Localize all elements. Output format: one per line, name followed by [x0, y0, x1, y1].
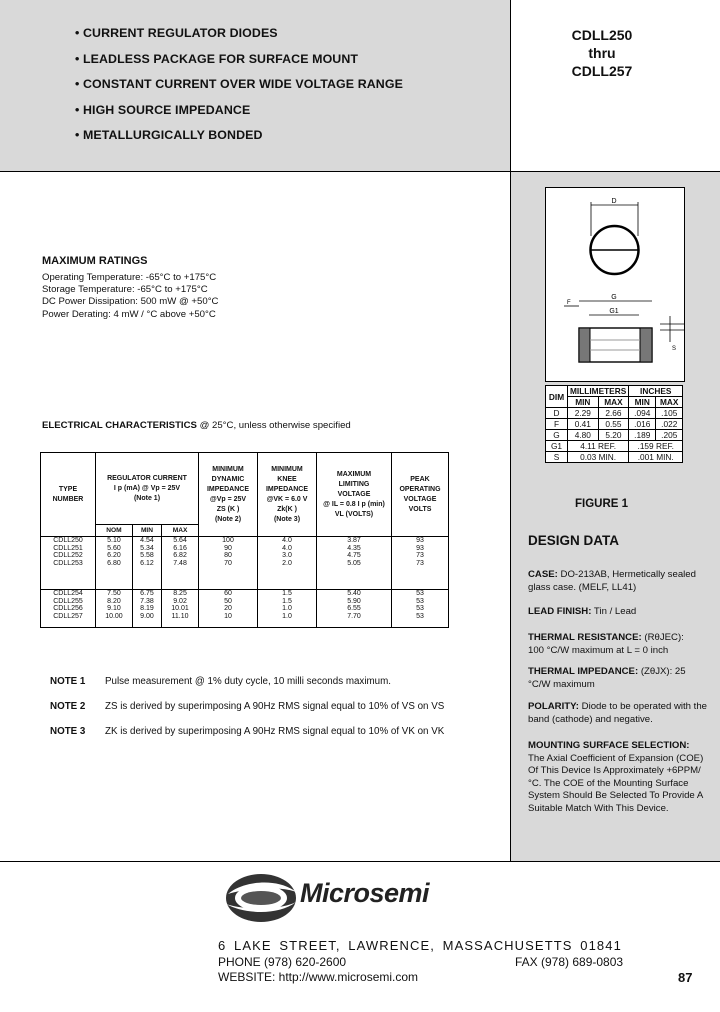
rating-line: DC Power Dissipation: 500 mW @ +50°C — [42, 296, 219, 308]
dim-row — [546, 441, 683, 452]
header-line: VOLTS — [408, 505, 432, 513]
zs-cell — [199, 590, 258, 628]
feature-item: • HIGH SOURCE IMPEDANCE — [75, 102, 251, 117]
type-cell — [41, 590, 96, 628]
column-divider — [510, 0, 511, 862]
spec-label: MOUNTING SURFACE SELECTION: — [528, 740, 690, 751]
note-text: Pulse measurement @ 1% duty cycle, 10 milli seconds maximum. — [105, 676, 391, 687]
nom-value: 8.20 — [107, 597, 121, 605]
part-number-title — [571, 26, 633, 80]
part-first: CDLL250 — [571, 27, 633, 43]
in-span-cell: .159 REF. — [629, 441, 683, 452]
type-value: CDLL251 — [53, 544, 83, 552]
rating-line: Storage Temperature: -65°C to +175°C — [42, 284, 208, 296]
min-value: 8.19 — [140, 605, 154, 613]
feature-item: • LEADLESS PACKAGE FOR SURFACE MOUNT — [75, 51, 359, 66]
header-line: KNEE — [277, 475, 297, 483]
vl-value: 4.35 — [347, 544, 361, 552]
type-value: CDLL252 — [53, 552, 83, 560]
feature-list — [75, 26, 403, 154]
header-line: (Note 1) — [133, 494, 161, 502]
type-cell — [41, 537, 96, 590]
spec-label: LEAD FINISH: — [528, 606, 592, 617]
col-min-header: MIN — [132, 525, 161, 537]
thermal-resistance-spec — [528, 632, 710, 657]
min-value: 6.12 — [140, 559, 154, 567]
max-ratings-title: MAXIMUM RATINGS — [42, 255, 148, 267]
peak-value: 53 — [416, 590, 424, 597]
header-line: @Vp = 25V — [209, 495, 247, 503]
nom-value: 9.10 — [107, 605, 121, 613]
dim-cell: S — [546, 452, 568, 463]
header-line: Zk(K ) — [277, 505, 297, 513]
nom-cell — [96, 537, 133, 590]
electrical-heading — [42, 420, 351, 431]
lead-finish-spec — [528, 606, 710, 619]
zs-value: 60 — [224, 590, 232, 597]
dim-row — [546, 419, 683, 430]
col-nom-header: NOM — [96, 525, 133, 537]
peak-value: 93 — [416, 544, 424, 552]
electrical-condition: @ 25°C, unless otherwise specified — [196, 420, 351, 431]
col-reg-header — [96, 453, 199, 525]
max-value: 9.02 — [173, 597, 187, 605]
vl-value: 3.87 — [347, 537, 361, 544]
mm-min-cell: 2.29 — [568, 408, 599, 419]
zs-value: 70 — [224, 559, 232, 567]
feature-item: • METALLURGICALLY BONDED — [75, 128, 263, 142]
peak-cell — [392, 537, 449, 590]
header-line: IMPEDANCE — [265, 485, 308, 493]
spec-symbol: (RθJEC): — [641, 632, 684, 643]
mm-max-header: MAX — [598, 397, 629, 408]
spec-label: THERMAL RESISTANCE: — [528, 632, 642, 643]
vl-cell — [317, 590, 392, 628]
spec-label: POLARITY: — [528, 701, 579, 712]
min-value: 5.58 — [140, 552, 154, 560]
rating-line: Operating Temperature: -65°C to +175°C — [42, 272, 217, 283]
mm-span-cell: 0.03 MIN. — [568, 452, 629, 463]
in-min-cell: .094 — [629, 408, 656, 419]
type-value: CDLL254 — [53, 590, 83, 597]
mm-max-cell: 0.55 — [598, 419, 629, 430]
dim-d-label: D — [611, 198, 617, 205]
max-value: 6.82 — [173, 552, 187, 560]
dim-cell: F — [546, 419, 568, 430]
max-ratings-list — [42, 272, 218, 321]
max-value: 7.48 — [173, 559, 187, 567]
zk-cell — [258, 537, 317, 590]
header-line: VL (VOLTS) — [334, 510, 374, 518]
min-cell — [132, 537, 161, 590]
in-max-header: MAX — [656, 397, 683, 408]
vl-value: 4.75 — [347, 552, 361, 560]
vl-cell — [317, 537, 392, 590]
mounting-spec — [528, 740, 710, 815]
footer-divider — [0, 861, 720, 862]
in-max-cell: .205 — [656, 430, 683, 441]
dim-cell: G1 — [546, 441, 568, 452]
header-line: I p (mA) @ Vp = 25V — [113, 484, 181, 492]
zs-value: 80 — [224, 552, 232, 560]
package-outline-figure — [545, 187, 685, 382]
min-value: 5.34 — [140, 544, 154, 552]
max-cell — [162, 590, 199, 628]
design-data-title: DESIGN DATA — [528, 533, 619, 548]
spec-text: Diode to be operated with the band (cathode) and negative. — [528, 701, 708, 725]
thermal-impedance-spec — [528, 666, 710, 691]
zk-value: 2.0 — [282, 559, 292, 567]
header-line: IMPEDANCE — [206, 485, 249, 493]
inch-header: INCHES — [629, 386, 683, 397]
feature-item: • CURRENT REGULATOR DIODES — [75, 26, 278, 40]
zk-value: 1.5 — [282, 590, 292, 597]
header-line: (Note 2) — [214, 515, 242, 523]
electrical-title: ELECTRICAL CHARACTERISTICS — [42, 420, 197, 431]
header-line: ZS (K ) — [216, 505, 240, 513]
rating-line: Power Derating: 4 mW / °C above +50°C — [42, 308, 216, 320]
col-max-header: MAX — [162, 525, 199, 537]
nom-cell — [96, 590, 133, 628]
type-value: CDLL255 — [53, 597, 83, 605]
vl-value: 7.70 — [347, 612, 361, 620]
header-line: @ IL = 0.8 I p (min) — [323, 500, 385, 508]
dim-row — [546, 452, 683, 463]
website-link[interactable]: WEBSITE: http://www.microsemi.com — [218, 970, 419, 984]
in-min-cell: .016 — [629, 419, 656, 430]
part-thru: thru — [588, 45, 616, 61]
microsemi-logo-text: Microsemi — [300, 878, 430, 908]
package-drawing — [546, 188, 684, 381]
vl-value: 5.05 — [347, 559, 361, 567]
header-line: @VK = 6.0 V — [266, 495, 308, 503]
zs-value: 10 — [224, 612, 232, 620]
spec-text: DO-213AB, Hermetically sealed glass case. (MELF, LL41) — [528, 569, 696, 593]
header-line: (Note 3) — [273, 515, 301, 523]
zk-value: 1.0 — [282, 612, 292, 620]
zk-value: 3.0 — [282, 552, 292, 560]
header-line: MAXIMUM — [336, 470, 372, 478]
dim-row — [546, 408, 683, 419]
type-value: CDLL253 — [53, 559, 83, 567]
header-line: TYPE — [58, 485, 78, 493]
note-label: NOTE 1 — [50, 676, 86, 687]
dim-row — [546, 430, 683, 441]
zk-value: 4.0 — [282, 544, 292, 552]
min-value: 4.54 — [140, 537, 154, 544]
spec-label: THERMAL IMPEDANCE: — [528, 666, 639, 677]
zk-value: 1.5 — [282, 597, 292, 605]
header-line: MINIMUM — [271, 465, 303, 473]
header-line: OPERATING — [399, 485, 441, 493]
max-cell — [162, 537, 199, 590]
mm-min-cell: 4.80 — [568, 430, 599, 441]
spec-text: 100 °C/W maximum at L = 0 inch — [528, 644, 669, 656]
mm-max-cell: 2.66 — [598, 408, 629, 419]
vl-value: 6.55 — [347, 605, 361, 613]
header-line: MINIMUM — [212, 465, 244, 473]
page-number: 87 — [678, 970, 693, 985]
header-line: VOLTAGE — [403, 495, 437, 503]
nom-value: 6.80 — [107, 559, 121, 567]
zk-value: 1.0 — [282, 605, 292, 613]
min-value: 7.38 — [140, 597, 154, 605]
peak-value: 53 — [416, 597, 424, 605]
spec-text: (ZθJX): 25 °C/W maximum — [528, 666, 686, 690]
col-knee-header — [258, 453, 317, 537]
dim-cell: G — [546, 430, 568, 441]
mm-header: MILLIMETERS — [568, 386, 629, 397]
phone: PHONE (978) 620-2600 — [218, 955, 347, 969]
part-last: CDLL257 — [571, 63, 633, 79]
header-line: DYNAMIC — [211, 475, 245, 483]
type-value: CDLL257 — [53, 612, 83, 620]
vl-value: 5.90 — [347, 597, 361, 605]
max-value: 11.10 — [171, 612, 189, 620]
dim-f-label: F — [567, 300, 571, 306]
spec-text: The Axial Coefficient of Expansion (COE) Of This Device Is Approximately +6PPM/°C. The COE of the Mounting Surface System Should Be Selected To Provide A Suitable Match With This Device. — [528, 752, 704, 814]
col-dyn-header — [199, 453, 258, 537]
header-line: PEAK — [410, 475, 430, 483]
spec-text: Tin / Lead — [591, 606, 637, 617]
in-max-cell: .105 — [656, 408, 683, 419]
type-value: CDLL256 — [53, 605, 83, 613]
vl-value: 5.40 — [347, 590, 361, 597]
zs-value: 50 — [224, 597, 232, 605]
header-line: NUMBER — [52, 495, 84, 503]
nom-value: 10.00 — [105, 612, 123, 620]
feature-item: • CONSTANT CURRENT OVER WIDE VOLTAGE RANGE — [75, 77, 403, 91]
peak-cell — [392, 590, 449, 628]
zk-cell — [258, 590, 317, 628]
nom-value: 5.10 — [107, 537, 121, 544]
mm-min-header: MIN — [568, 397, 599, 408]
dim-g-label: G — [611, 294, 617, 301]
peak-value: 73 — [416, 559, 424, 567]
header-line: LIMITING — [338, 480, 370, 488]
polarity-spec — [528, 701, 710, 726]
zs-value: 90 — [224, 544, 232, 552]
nom-value: 5.60 — [107, 544, 121, 552]
dim-s-label: S — [672, 346, 677, 352]
zs-cell — [199, 537, 258, 590]
case-spec — [528, 569, 710, 594]
type-value: CDLL250 — [53, 537, 83, 544]
header-line: REGULATOR CURRENT — [107, 474, 187, 482]
figure-caption: FIGURE 1 — [575, 498, 629, 510]
nom-value: 6.20 — [107, 552, 121, 560]
peak-value: 53 — [416, 612, 424, 620]
mm-max-cell: 5.20 — [598, 430, 629, 441]
electrical-table — [40, 452, 449, 628]
note-label: NOTE 2 — [50, 701, 86, 712]
in-min-cell: .189 — [629, 430, 656, 441]
in-max-cell: .022 — [656, 419, 683, 430]
peak-value: 53 — [416, 605, 424, 613]
note-text: ZK is derived by superimposing A 90Hz RMS signal equal to 10% of VK on VK — [105, 726, 445, 737]
fax: FAX (978) 689-0803 — [515, 955, 624, 969]
mm-min-cell: 0.41 — [568, 419, 599, 430]
peak-value: 73 — [416, 552, 424, 560]
header-divider — [0, 171, 720, 172]
peak-value: 93 — [416, 537, 424, 544]
dimension-table — [545, 385, 683, 463]
max-value: 8.25 — [173, 590, 187, 597]
zs-value: 20 — [224, 605, 232, 613]
max-value: 6.16 — [173, 544, 187, 552]
nom-value: 7.50 — [107, 590, 121, 597]
spec-label: CASE: — [528, 569, 558, 580]
max-value: 10.01 — [171, 605, 189, 613]
end-cap — [640, 328, 652, 362]
dim-g1-label: G1 — [609, 308, 619, 315]
mm-span-cell: 4.11 REF. — [568, 441, 629, 452]
address: 6 LAKE STREET, LAWRENCE, MASSACHUSETTS 01841 — [218, 938, 622, 953]
zs-value: 100 — [222, 537, 234, 544]
header-line: VOLTAGE — [337, 490, 371, 498]
min-cell — [132, 590, 161, 628]
dim-cell: D — [546, 408, 568, 419]
microsemi-logo-icon — [224, 872, 298, 924]
in-min-header: MIN — [629, 397, 656, 408]
col-peak-header — [392, 453, 449, 537]
zk-value: 4.0 — [282, 537, 292, 544]
note-text: ZS is derived by superimposing A 90Hz RMS signal equal to 10% of VS on VS — [105, 701, 445, 712]
cathode-band — [579, 328, 590, 362]
col-type-header — [41, 453, 96, 537]
max-value: 5.64 — [173, 537, 187, 544]
dim-col-header: DIM — [546, 386, 568, 408]
min-value: 9.00 — [140, 612, 154, 620]
in-span-cell: .001 MIN. — [629, 452, 683, 463]
min-value: 6.75 — [140, 590, 154, 597]
note-label: NOTE 3 — [50, 726, 86, 737]
col-lim-header — [317, 453, 392, 537]
